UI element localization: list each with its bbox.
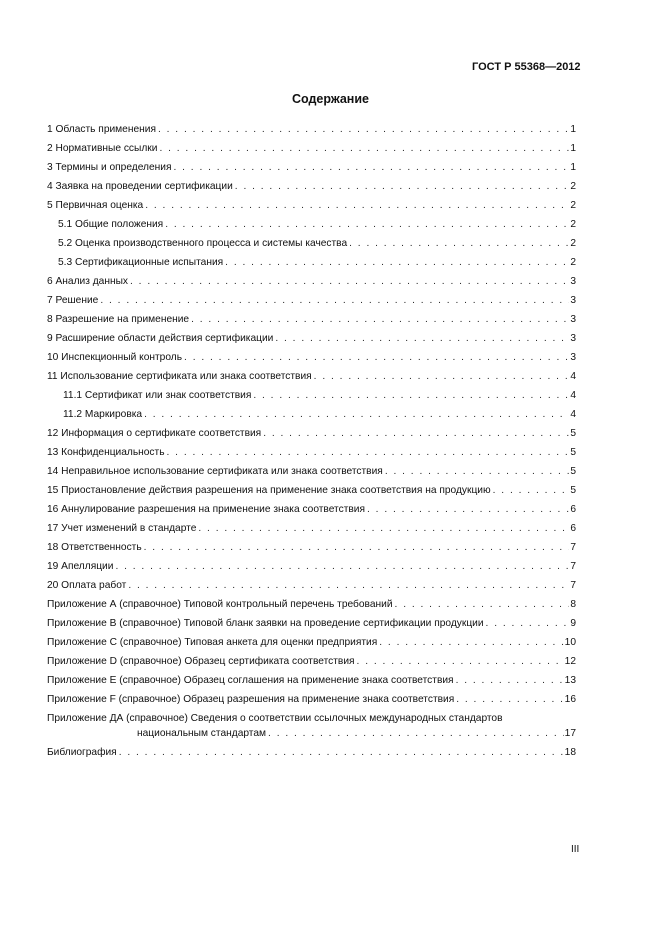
- toc-item-label: 5.1 Общие положения: [58, 219, 164, 230]
- toc-item-label: 11.2 Маркировка: [63, 409, 143, 420]
- toc-item-label: Приложение В (справочное) Типовой бланк заявки на проведение сертификации продукции: [47, 618, 484, 629]
- toc-item-page: 8: [570, 599, 576, 610]
- toc-item-page: 1: [570, 124, 576, 135]
- toc-item[interactable]: [47, 694, 576, 713]
- toc-item-page: 5: [570, 428, 576, 439]
- toc-item-label: Библиография: [47, 747, 117, 758]
- toc-item-page: 5: [570, 466, 576, 477]
- toc-item-page: 6: [570, 504, 576, 515]
- toc-item-page: 2: [570, 219, 576, 230]
- toc-item-label: 17 Учет изменений в стандарте: [47, 523, 197, 534]
- toc-item-label: 5 Первичная оценка: [47, 200, 144, 211]
- toc-item[interactable]: [47, 238, 576, 257]
- toc-item[interactable]: [47, 599, 576, 618]
- toc-item-label: 3 Термины и определения: [47, 162, 172, 173]
- toc-item-label: 11 Использование сертификата или знака соответствия: [47, 371, 312, 382]
- toc-item[interactable]: [47, 295, 576, 314]
- table-of-contents: [47, 124, 576, 766]
- toc-item[interactable]: [47, 504, 576, 523]
- toc-item-label: 5.2 Оценка производственного процесса и системы качества: [58, 238, 348, 249]
- toc-leader-dots: [100, 295, 569, 307]
- toc-item-label: 20 Оплата работ: [47, 580, 127, 591]
- toc-item-label: 11.1 Сертификат или знак соответствия: [63, 390, 252, 401]
- toc-item[interactable]: [47, 618, 576, 637]
- toc-item-page: 4: [570, 409, 576, 420]
- toc-item[interactable]: [47, 314, 576, 333]
- toc-leader-dots: [191, 314, 569, 326]
- toc-item[interactable]: [47, 124, 576, 143]
- toc-item[interactable]: [47, 523, 576, 542]
- toc-item-page: 3: [570, 352, 576, 363]
- toc-item[interactable]: [47, 143, 576, 162]
- toc-item-page: 2: [570, 238, 576, 249]
- toc-leader-dots: [395, 599, 570, 611]
- toc-item-page: 3: [570, 314, 576, 325]
- toc-item[interactable]: [47, 371, 576, 390]
- toc-item-page: 13: [564, 675, 576, 686]
- toc-item-page: 3: [570, 276, 576, 287]
- page-number: III: [571, 844, 580, 855]
- toc-item-page: 3: [570, 333, 576, 344]
- toc-item-page: 5: [570, 485, 576, 496]
- toc-item[interactable]: [47, 466, 576, 485]
- toc-item[interactable]: [47, 390, 576, 409]
- toc-item-page: 6: [570, 523, 576, 534]
- toc-leader-dots: [268, 728, 564, 740]
- toc-leader-dots: [263, 428, 569, 440]
- toc-item-page: 9: [570, 618, 576, 629]
- toc-item-page: 2: [570, 200, 576, 211]
- toc-item-page: 7: [570, 542, 576, 553]
- toc-item-label: национальным стандартам: [137, 728, 267, 739]
- toc-leader-dots: [144, 542, 570, 554]
- page-title: Содержание: [291, 92, 369, 106]
- toc-item[interactable]: [47, 409, 576, 428]
- toc-leader-dots: [456, 675, 564, 687]
- toc-item[interactable]: [47, 428, 576, 447]
- toc-leader-dots: [486, 618, 570, 630]
- toc-leader-dots: [119, 747, 564, 759]
- toc-leader-dots: [145, 200, 569, 212]
- toc-item-page: 1: [570, 162, 576, 173]
- toc-leader-dots: [159, 143, 569, 155]
- toc-item-annex-da-line1[interactable]: Приложение ДА (справочное) Сведения о соответствии ссылочных международных стандартов: [47, 713, 503, 724]
- toc-leader-dots: [456, 694, 563, 706]
- toc-leader-dots: [115, 561, 569, 573]
- toc-item-page: 10: [564, 637, 576, 648]
- toc-item-label: 7 Решение: [47, 295, 99, 306]
- toc-item-page: 1: [570, 143, 576, 154]
- toc-item[interactable]: [47, 333, 576, 352]
- toc-item[interactable]: [47, 637, 576, 656]
- toc-item-page: 17: [564, 728, 576, 739]
- toc-item-page: 12: [564, 656, 576, 667]
- toc-leader-dots: [173, 162, 569, 174]
- toc-leader-dots: [128, 580, 569, 592]
- toc-leader-dots: [379, 637, 563, 649]
- toc-item-label: Приложение F (справочное) Образец разрешения на применение знака соответствия: [47, 694, 455, 705]
- toc-leader-dots: [184, 352, 569, 364]
- toc-item-label: Приложение Е (справочное) Образец соглашения на применение знака соответствия: [47, 675, 454, 686]
- toc-item[interactable]: [47, 162, 576, 181]
- toc-item-page: 16: [564, 694, 576, 705]
- toc-item-page: 7: [570, 580, 576, 591]
- toc-item-label: 10 Инспекционный контроль: [47, 352, 183, 363]
- toc-item-page: 2: [570, 257, 576, 268]
- toc-item-page: 5: [570, 447, 576, 458]
- toc-item-label: 1 Область применения: [47, 124, 156, 135]
- toc-item-label: 5.3 Сертификационные испытания: [58, 257, 224, 268]
- toc-item[interactable]: [47, 485, 576, 504]
- toc-item[interactable]: [47, 447, 576, 466]
- toc-leader-dots: [357, 656, 564, 668]
- toc-leader-dots: [253, 390, 569, 402]
- toc-item-label: 12 Информация о сертификате соответствия: [47, 428, 262, 439]
- toc-leader-dots: [144, 409, 569, 421]
- toc-item[interactable]: [47, 181, 576, 200]
- toc-leader-dots: [198, 523, 569, 535]
- toc-item-page: 18: [564, 747, 576, 758]
- toc-item[interactable]: [47, 276, 576, 295]
- toc-item-label: 19 Апелляции: [47, 561, 114, 572]
- toc-leader-dots: [349, 238, 569, 250]
- toc-item-label: 6 Анализ данных: [47, 276, 128, 287]
- toc-item[interactable]: [47, 352, 576, 371]
- toc-item-page: 3: [570, 295, 576, 306]
- toc-leader-dots: [130, 276, 569, 288]
- toc-item-label: 14 Неправильное использование сертификата или знака соответствия: [47, 466, 383, 477]
- toc-item-label: 4 Заявка на проведении сертификации: [47, 181, 233, 192]
- toc-item-label: 13 Конфиденциальность: [47, 447, 165, 458]
- toc-item-page: 2: [570, 181, 576, 192]
- toc-item-label: Приложение D (справочное) Образец сертификата соответствия: [47, 656, 355, 667]
- toc-item-page: 4: [570, 390, 576, 401]
- toc-item-page: 7: [570, 561, 576, 572]
- toc-item[interactable]: [47, 219, 576, 238]
- document-code: ГОСТ Р 55368—2012: [472, 61, 581, 73]
- toc-item[interactable]: [47, 257, 576, 276]
- toc-item-annex-da[interactable]: [47, 728, 576, 747]
- toc-leader-dots: [158, 124, 569, 136]
- toc-item-label: Приложение А (справочное) Типовой контрольный перечень требований: [47, 599, 393, 610]
- toc-leader-dots: [367, 504, 569, 516]
- toc-leader-dots: [235, 181, 570, 193]
- toc-leader-dots: [385, 466, 570, 478]
- toc-item-label: Приложение С (справочное) Типовая анкета для оценки предприятия: [47, 637, 378, 648]
- toc-leader-dots: [167, 447, 570, 459]
- toc-item-label: 9 Расширение области действия сертификации: [47, 333, 274, 344]
- toc-item[interactable]: [47, 200, 576, 219]
- toc-item-label: 16 Аннулирование разрешения на применение знака соответствия: [47, 504, 365, 515]
- toc-item-label: 15 Приостановление действия разрешения на применение знака соответствия на продукцию: [47, 485, 491, 496]
- toc-item-label: 18 Ответственность: [47, 542, 142, 553]
- toc-leader-dots: [225, 257, 569, 269]
- toc-item-page: 4: [570, 371, 576, 382]
- toc-item[interactable]: [47, 542, 576, 561]
- toc-item-label: 8 Разрешение на применение: [47, 314, 190, 325]
- toc-item[interactable]: [47, 580, 576, 599]
- toc-leader-dots: [275, 333, 569, 345]
- toc-item[interactable]: [47, 675, 576, 694]
- toc-item-label: 2 Нормативные ссылки: [47, 143, 158, 154]
- toc-item[interactable]: [47, 561, 576, 580]
- toc-leader-dots: [314, 371, 570, 383]
- toc-leader-dots: [165, 219, 569, 231]
- toc-item-bibliography[interactable]: [47, 747, 576, 766]
- toc-item[interactable]: [47, 656, 576, 675]
- toc-leader-dots: [493, 485, 570, 497]
